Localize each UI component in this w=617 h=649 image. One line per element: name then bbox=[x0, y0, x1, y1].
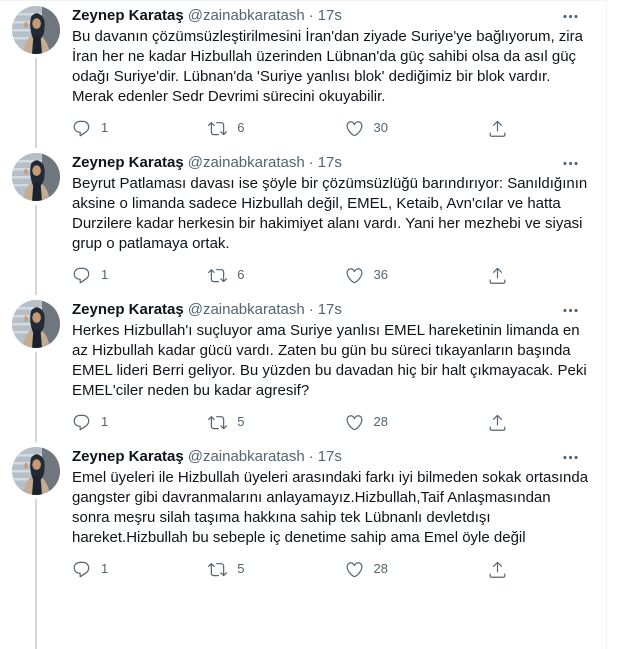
display-name[interactable]: Zeynep Karataş bbox=[72, 154, 184, 171]
retweet-count: 6 bbox=[237, 120, 245, 135]
tweet-text: Bu davanın çözümsüzleştirilmesini İran'dan ziyade Suriye'ye bağlıyorum, zira İran her ne kadar Hizbullah üzerinden Lübnan'da güç sahibi olsa da asıl güç odağı Suriye'dir. Lübnan'da 'Suriye yanlısı blok' dediğimiz bir blok vardır. Merak edenler Sedr Devrimi sürecini okuyabilir. bbox=[72, 28, 583, 105]
tweet-text: Emel üyeleri ile Hizbullah üyeleri arasındaki farkı iyi bilmeden sokak ortasında gangster gibi davranmalarını anlayamayız.Hizbullah,Taif Anlaşmasından sonra meşru silah taşıma hakkına sahip tek Lübnanlı devletdışı hareket.Hizbullah bu sebeple iç denetime sahip ama Emel öyle değil bbox=[72, 469, 589, 546]
three-dots-icon bbox=[561, 154, 580, 173]
tweet[interactable] bbox=[0, 1, 606, 148]
tweet-content bbox=[72, 153, 590, 295]
separator-dot: · bbox=[308, 448, 314, 465]
tweet-left-column bbox=[12, 153, 60, 295]
tweet-action-bar bbox=[72, 412, 507, 432]
profile-photo-icon bbox=[12, 447, 60, 495]
retweet-count: 5 bbox=[237, 414, 245, 429]
like-button[interactable] bbox=[345, 560, 388, 579]
tweet[interactable] bbox=[0, 442, 606, 649]
like-count: 30 bbox=[373, 120, 388, 135]
tweet-action-bar bbox=[72, 559, 507, 579]
three-dots-icon bbox=[561, 7, 580, 26]
reply-count: 1 bbox=[101, 267, 109, 282]
reply-icon bbox=[72, 266, 91, 285]
retweet-button[interactable] bbox=[208, 266, 244, 285]
tweet-text: Beyrut Patlaması davası ise şöyle bir çözümsüzlüğü barındırıyor: Sanıldığının aksine o limanda sadece Hizbullah değil, EMEL, Ketaib, Avn'cılar ve hatta Durzilere kadar herkesin bir hakimiyet alanı vardı. Yani her mezhebi ve siyasi grup o patlamaya ortak. bbox=[72, 175, 588, 252]
reply-button[interactable] bbox=[72, 266, 108, 285]
share-button[interactable] bbox=[488, 560, 507, 579]
tweet-action-bar bbox=[72, 265, 507, 285]
avatar[interactable] bbox=[12, 153, 60, 201]
separator-dot: · bbox=[308, 154, 314, 171]
more-options-button[interactable] bbox=[561, 7, 580, 26]
display-name[interactable]: Zeynep Karataş bbox=[72, 301, 184, 318]
reply-button[interactable] bbox=[72, 560, 108, 579]
separator-dot: · bbox=[308, 7, 314, 24]
tweet[interactable] bbox=[0, 295, 606, 442]
tweet-content bbox=[72, 300, 590, 442]
share-button[interactable] bbox=[488, 266, 507, 285]
tweet-left-column bbox=[12, 447, 60, 649]
thread-connector-line bbox=[35, 205, 37, 295]
tweet-header bbox=[72, 447, 590, 467]
profile-photo-icon bbox=[12, 153, 60, 201]
retweet-icon bbox=[208, 266, 227, 285]
share-icon bbox=[488, 266, 507, 285]
three-dots-icon bbox=[561, 301, 580, 320]
like-button[interactable] bbox=[345, 119, 388, 138]
tweet-timestamp[interactable]: 17s bbox=[317, 301, 342, 318]
tweet-timestamp[interactable]: 17s bbox=[317, 154, 342, 171]
reply-icon bbox=[72, 560, 91, 579]
tweet-content bbox=[72, 447, 590, 649]
profile-photo-icon bbox=[12, 6, 60, 54]
display-name[interactable]: Zeynep Karataş bbox=[72, 448, 184, 465]
tweet-content bbox=[72, 6, 590, 148]
reply-count: 1 bbox=[101, 414, 109, 429]
tweet-header bbox=[72, 300, 590, 320]
reply-icon bbox=[72, 119, 91, 138]
thread-connector-line bbox=[35, 58, 37, 148]
reply-button[interactable] bbox=[72, 119, 108, 138]
tweet[interactable] bbox=[0, 148, 606, 295]
more-options-button[interactable] bbox=[561, 154, 580, 173]
heart-icon bbox=[345, 560, 364, 579]
user-handle[interactable]: @zainabkaratash bbox=[187, 7, 305, 24]
retweet-button[interactable] bbox=[208, 413, 244, 432]
share-button[interactable] bbox=[488, 413, 507, 432]
user-handle[interactable]: @zainabkaratash bbox=[187, 448, 305, 465]
tweet-action-bar bbox=[72, 118, 507, 138]
tweet-header bbox=[72, 6, 590, 26]
reply-button[interactable] bbox=[72, 413, 108, 432]
separator-dot: · bbox=[308, 301, 314, 318]
share-icon bbox=[488, 119, 507, 138]
heart-icon bbox=[345, 266, 364, 285]
more-options-button[interactable] bbox=[561, 448, 580, 467]
retweet-icon bbox=[208, 560, 227, 579]
reply-count: 1 bbox=[101, 120, 109, 135]
share-icon bbox=[488, 413, 507, 432]
reply-icon bbox=[72, 413, 91, 432]
avatar[interactable] bbox=[12, 6, 60, 54]
avatar[interactable] bbox=[12, 300, 60, 348]
like-button[interactable] bbox=[345, 413, 388, 432]
tweet-left-column bbox=[12, 6, 60, 148]
thread-connector-line bbox=[35, 352, 37, 442]
like-count: 28 bbox=[373, 414, 388, 429]
retweet-icon bbox=[208, 119, 227, 138]
retweet-button[interactable] bbox=[208, 560, 244, 579]
retweet-count: 5 bbox=[237, 561, 245, 576]
like-count: 28 bbox=[373, 561, 388, 576]
thread-connector-line bbox=[35, 499, 37, 649]
avatar[interactable] bbox=[12, 447, 60, 495]
profile-photo-icon bbox=[12, 300, 60, 348]
tweet-left-column bbox=[12, 300, 60, 442]
three-dots-icon bbox=[561, 448, 580, 467]
tweet-header bbox=[72, 153, 590, 173]
display-name[interactable]: Zeynep Karataş bbox=[72, 7, 184, 24]
reply-count: 1 bbox=[101, 561, 109, 576]
heart-icon bbox=[345, 119, 364, 138]
tweet-text: Herkes Hizbullah'ı suçluyor ama Suriye yanlısı EMEL hareketinin limanda en az Hizbullah kadar gücü vardı. Zaten bu gün bu süreci tıkayanların başında EMEL lideri Berri geliyor. Bu yüzden bu davadan hiç bir halt çıkmayacak. Peki EMEL'ciler neden bu kadar agresif? bbox=[72, 322, 587, 399]
tweet-timestamp[interactable]: 17s bbox=[317, 448, 342, 465]
like-count: 36 bbox=[373, 267, 388, 282]
user-handle[interactable]: @zainabkaratash bbox=[187, 301, 305, 318]
retweet-icon bbox=[208, 413, 227, 432]
share-button[interactable] bbox=[488, 119, 507, 138]
heart-icon bbox=[345, 413, 364, 432]
tweet-timestamp[interactable]: 17s bbox=[317, 7, 342, 24]
more-options-button[interactable] bbox=[561, 301, 580, 320]
share-icon bbox=[488, 560, 507, 579]
retweet-count: 6 bbox=[237, 267, 245, 282]
like-button[interactable] bbox=[345, 266, 388, 285]
user-handle[interactable]: @zainabkaratash bbox=[187, 154, 305, 171]
retweet-button[interactable] bbox=[208, 119, 244, 138]
